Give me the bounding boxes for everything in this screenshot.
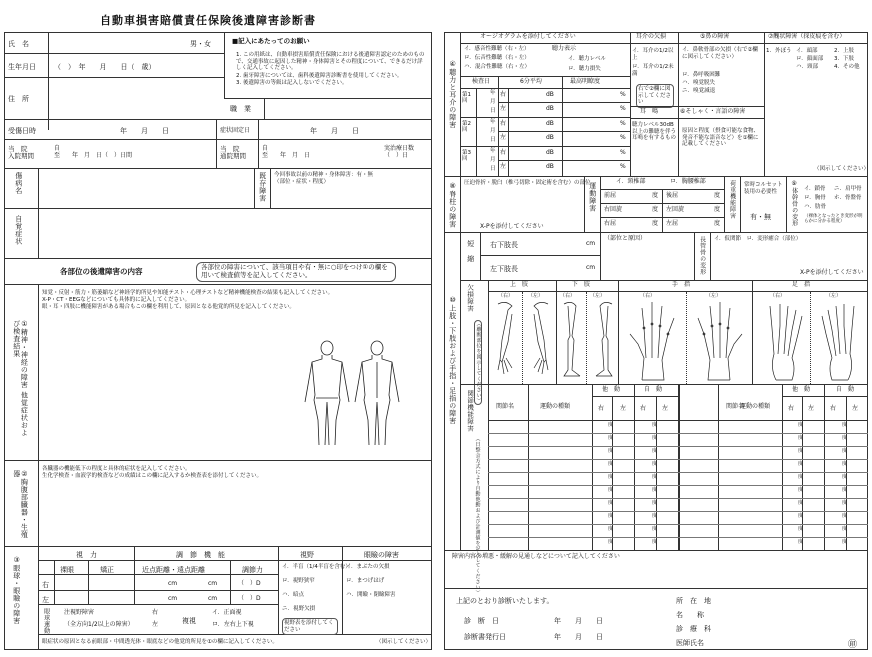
left-near-cm[interactable]: cm	[168, 595, 178, 602]
job-label: 職 業	[230, 105, 251, 113]
passive-header-1: 他 動	[602, 386, 621, 393]
sec9-item-3[interactable]: ハ．肋骨	[804, 204, 827, 210]
joint-row-4-deg-3[interactable]: 度	[842, 474, 848, 480]
right-leg-length-cm[interactable]: cm	[586, 240, 596, 247]
subjective-label: 自覚症状	[14, 215, 23, 245]
joint-row-8-deg-3[interactable]: 度	[842, 526, 848, 532]
left-bend-deg[interactable]: 度	[714, 220, 721, 227]
issue-date-label: 診断書発行日	[464, 633, 506, 641]
active-right-1: 右	[640, 405, 647, 412]
sec9-item-4[interactable]: ニ．肩甲骨	[834, 186, 862, 192]
joint-row-8-deg-2[interactable]: 度	[798, 526, 804, 532]
joint-row-7-deg-3[interactable]: 度	[842, 513, 848, 519]
joint-row-5-deg-0[interactable]: 度	[608, 487, 614, 493]
left-rotation-deg[interactable]: 度	[714, 206, 721, 213]
scar-item-1[interactable]: 1．外ぼう	[766, 48, 792, 54]
gaze-right[interactable]: 右	[152, 609, 159, 616]
hearing-round-1-ear-0: 右	[500, 91, 507, 98]
nose-label: ⑤鼻の障害	[700, 33, 730, 40]
hearing-round-3-pct-0[interactable]: %	[620, 149, 626, 156]
hearing-display-item-1[interactable]: イ．聴力レベル	[568, 56, 607, 62]
joint-row-7-deg-1[interactable]: 度	[652, 513, 658, 519]
vf-item-1[interactable]: イ．半盲（1/4半盲を含む）	[282, 564, 351, 570]
corrected-label: 矯正	[100, 566, 114, 574]
scar-item-3[interactable]: ロ．顔面部	[796, 56, 824, 62]
hearing-round-3-date-1[interactable]: 月	[490, 157, 496, 163]
limb-paren-3-0: （右）	[770, 293, 786, 299]
seal-mark: ㊞	[848, 640, 858, 650]
hearing-round-2-ear-1: 左	[500, 134, 507, 141]
right-rotation-label: 右回旋	[604, 206, 623, 213]
near-far-label: 近点距離・遠点距離	[142, 566, 205, 574]
joint-row-6-deg-3[interactable]: 度	[842, 500, 848, 506]
scar-item-5[interactable]: 2．上肢	[834, 48, 854, 54]
hearing-round-3-date-0[interactable]: 年	[490, 148, 496, 154]
passive-left-2: 左	[808, 405, 815, 412]
eyelid-item-3[interactable]: ハ．開瞼・閉瞼障害	[346, 592, 396, 598]
address-field[interactable]	[50, 80, 222, 116]
hand-left-icon	[690, 298, 748, 382]
outpatient-label: 当 院 通院期間	[220, 145, 246, 161]
sec2-label: ②胸腹部臓器・生殖器	[12, 470, 29, 539]
symptom-fixed-field[interactable]: 年 月 日	[310, 127, 359, 135]
accommodation-power-label: 調節力	[242, 566, 263, 574]
joint-row-6-deg-0[interactable]: 度	[608, 500, 614, 506]
long-bone-label: 長管骨の変形	[698, 236, 706, 275]
hearing-round-3-ear-1: 左	[500, 163, 507, 170]
injury-date-field[interactable]: 年 月 日	[120, 127, 169, 135]
toe-label: 足 指	[792, 281, 811, 288]
sections-note: 各部位の障害について、該当項目や有・無に○印をつけ①の欄を用いて検査値等を記入してください。	[196, 262, 396, 282]
lower-limb-label: 下 肢	[572, 281, 591, 288]
passive-right-1: 右	[598, 405, 605, 412]
eye-movement-label: 眼球運動	[42, 608, 50, 634]
joint-row-2-deg-1[interactable]: 度	[652, 448, 658, 454]
previous-disorder-label: 既存障害	[258, 172, 267, 202]
sec9-item-5[interactable]: ホ．骨盤骨	[834, 195, 862, 201]
long-bone-xp-note: X-Pを添付してください	[800, 269, 864, 276]
birth-label: 生年月日	[8, 63, 36, 71]
upper-limb-left-icon	[526, 300, 554, 380]
joint-row-2-deg-3[interactable]: 度	[842, 448, 848, 454]
department-label: 診 療 科	[676, 625, 711, 633]
right-rotation-deg[interactable]: 度	[652, 206, 659, 213]
active-left-1: 左	[662, 405, 669, 412]
hearing-round-label-2: 第2回	[462, 121, 471, 134]
sec2-text-2: 生化学検査・血液学的検査などの成績はこの欄に記入するか検査表を添付してください。	[42, 473, 263, 479]
load-label: 荷重機能障害	[728, 180, 736, 219]
sec10-label: ⑩上肢・下肢および手指・足指の障害	[448, 296, 457, 425]
hearing-round-1-ear-1: 左	[500, 105, 507, 112]
joint-row-9-deg-2[interactable]: 度	[798, 539, 804, 545]
sec8-label: ⑧脊柱の障害	[448, 182, 457, 228]
diplopia-item-1[interactable]: イ．正面視	[212, 609, 242, 616]
tinnitus-text[interactable]: 聴力レベル30dB以上の難聴を伴う耳鳴を有するもの	[632, 122, 677, 142]
nose-item-2[interactable]: ロ．鼻呼吸困難	[682, 72, 721, 78]
nose-item-3[interactable]: ハ．嗅覚脱失	[682, 80, 716, 86]
joint-row-1-deg-0[interactable]: 度	[608, 435, 614, 441]
eye-attach-note: （図示してください）	[376, 639, 432, 645]
spine-text[interactable]: 圧迫骨折・脱臼（椎弓切除・固定術を含む）の部位	[464, 180, 591, 186]
symptom-fixed-label: 症状固定日	[220, 127, 251, 134]
right-far-cm[interactable]: cm	[208, 580, 218, 587]
sections-title: 各部位の後遺障害の内容	[60, 267, 143, 276]
joint-row-6-deg-2[interactable]: 度	[798, 500, 804, 506]
hearing-round-3-ear-0: 右	[500, 149, 507, 156]
joint-row-3-deg-0[interactable]: 度	[608, 461, 614, 467]
shortening-label: 短縮	[466, 240, 475, 270]
joint-row-3-deg-2[interactable]: 度	[798, 461, 804, 467]
joint-row-8-deg-0[interactable]: 度	[608, 526, 614, 532]
hearing-item-3[interactable]: ハ．混合性難聴（右・左）	[464, 64, 531, 70]
hearing-round-2-date-0[interactable]: 年	[490, 119, 496, 125]
load-text: 常時コルセット装用の必要性	[744, 182, 783, 195]
joint-note: （日整会方式により自動他動および計測値を記入してください）	[474, 436, 481, 596]
diplopia-label: 複視	[182, 617, 196, 625]
accommodation-label: 調 節 機 能	[176, 551, 225, 559]
vf-attach-note: 視野表を添付してください	[282, 618, 338, 635]
scar-note: （図示してください）	[814, 166, 870, 172]
corset-yes-no[interactable]: 有・無	[750, 213, 771, 221]
hearing-round-2-pct-1[interactable]: %	[620, 134, 626, 141]
joint-row-4-deg-0[interactable]: 度	[608, 474, 614, 480]
hearing-round-label-1: 第1回	[462, 92, 471, 105]
left-leg-length-cm[interactable]: cm	[586, 264, 596, 271]
scar-item-7[interactable]: 4．その他	[834, 64, 860, 70]
certify-text: 上記のとおり診断いたします。	[456, 597, 554, 605]
joint-row-1-deg-2[interactable]: 度	[798, 435, 804, 441]
max-clarity-label: 最高明瞭度	[570, 78, 601, 85]
joint-label: 関節機能障害	[466, 390, 475, 432]
limb-paren-2-0: （右）	[640, 293, 656, 299]
nose-item-4[interactable]: ニ．嗅覚減退	[682, 88, 716, 94]
right-bend-deg[interactable]: 度	[652, 220, 659, 227]
joint-row-9-deg-0[interactable]: 度	[608, 539, 614, 545]
visual-field-label: 視野	[300, 551, 314, 559]
vf-item-3[interactable]: ハ．暗点	[282, 592, 305, 598]
hearing-item-2[interactable]: ロ．伝音性難聴（右・左）	[464, 55, 530, 61]
auricle-item-2[interactable]: ロ．耳介の1/2未満	[632, 64, 674, 77]
left-far-cm[interactable]: cm	[208, 595, 218, 602]
hearing-round-1-date-2[interactable]: 日	[490, 108, 496, 114]
active-right-2: 右	[830, 405, 837, 412]
nose-item-1[interactable]: イ．鼻軟骨部の欠損（右で②欄に図示してください）	[682, 47, 758, 60]
joint-row-5-deg-2[interactable]: 度	[798, 487, 804, 493]
right-eye-label: 右	[42, 581, 49, 589]
injury-date-label: 受傷日時	[8, 127, 36, 135]
hearing-round-3-date-2[interactable]: 日	[490, 166, 496, 172]
diag-date-field[interactable]: 年 月 日	[554, 617, 603, 625]
progress-field[interactable]	[448, 564, 864, 586]
sec1-text-3: 眼・耳・四肢に機能障害がある場合もこの欄を利用して、原因となる他覚的所見を記入してください。	[42, 304, 295, 310]
right-page	[440, 0, 872, 657]
joint-row-0-deg-0[interactable]: 度	[608, 422, 614, 428]
left-leg-length-label: 左下肢長	[490, 265, 518, 273]
hearing-round-3-db-0[interactable]: dB	[546, 149, 554, 156]
auricle-note: 右で②欄に図示してください	[636, 84, 674, 108]
scar-item-6[interactable]: 3．下肢	[834, 56, 854, 62]
joint-row-3-deg-3[interactable]: 度	[842, 461, 848, 467]
false-joint-items[interactable]: イ．仮関節 ロ．変形癒合（部位）	[714, 236, 802, 242]
joint-row-7-deg-2[interactable]: 度	[798, 513, 804, 519]
joint-row-6-deg-1[interactable]: 度	[652, 500, 658, 506]
hearing-round-2-ear-0: 右	[500, 120, 507, 127]
hearing-item-1[interactable]: イ．感音性難聴（右・左）	[464, 46, 530, 52]
diagnosis-field[interactable]	[40, 171, 250, 207]
vision-label: 視 力	[76, 551, 97, 559]
instruction-3: 3. 後遺障害の等級は記入しないでください。	[236, 80, 348, 86]
tinnitus-label: 耳 鳴	[640, 108, 659, 115]
body-front-figure	[302, 340, 352, 450]
joint-row-2-deg-2[interactable]: 度	[798, 448, 804, 454]
extension-label: 後屈	[666, 192, 679, 199]
hearing-display-label: 聴力表示	[552, 45, 577, 52]
joint-row-9-deg-3[interactable]: 度	[842, 539, 848, 545]
passive-right-2: 右	[788, 405, 795, 412]
vf-item-4[interactable]: ニ．視野欠損	[282, 606, 316, 612]
foot-left-icon	[818, 298, 862, 382]
eyelid-item-2[interactable]: ロ．まつげはげ	[346, 578, 385, 584]
auricle-item-1[interactable]: イ．耳介の1/2以上	[632, 48, 674, 61]
passive-header-2: 他 動	[792, 386, 811, 393]
motion-type-header-1: 運動の種類	[540, 403, 571, 410]
spine-xp-note: X-Pを添付してください	[480, 223, 544, 230]
passive-left-1: 左	[620, 405, 627, 412]
extension-deg[interactable]: 度	[714, 192, 721, 199]
address-label: 住 所	[8, 95, 29, 103]
hospital-name-label: 名 称	[676, 611, 704, 619]
sec9-item-2[interactable]: ロ．胸骨	[804, 195, 826, 201]
sec4-label: ④聴力と耳介の障害	[448, 60, 457, 129]
hearing-round-1-date-1[interactable]: 月	[490, 99, 496, 105]
joint-row-0-deg-2[interactable]: 度	[798, 422, 804, 428]
name-label: 氏 名	[8, 40, 29, 48]
audiogram-title: オージオグラムを添付してください	[480, 33, 576, 40]
active-header-2: 自 動	[836, 386, 855, 393]
doctor-label: 医師氏名	[676, 639, 704, 647]
naked-eye-label: 裸眼	[60, 566, 74, 574]
test-date-label: 検査日	[472, 78, 491, 85]
right-leg-length-label: 右下肢長	[490, 241, 518, 249]
six-avg-label: 6分平均	[520, 78, 542, 85]
hospital-period-label: 当 院 入院期間	[8, 145, 34, 161]
left-eye-label: 左	[42, 596, 49, 604]
joint-row-1-deg-1[interactable]: 度	[652, 435, 658, 441]
joint-row-0-deg-1[interactable]: 度	[652, 422, 658, 428]
limb-paren-0-0: （右）	[498, 293, 514, 299]
upper-limb-label: 上 肢	[510, 281, 529, 288]
scar-item-2[interactable]: イ．頭部	[796, 48, 818, 54]
sec9-item-1[interactable]: イ．鎖骨	[804, 186, 826, 192]
instruction-2: 2. 歯牙障害については、歯科後遺障害診断書を使用してください。	[236, 73, 403, 79]
joint-row-5-deg-1[interactable]: 度	[652, 487, 658, 493]
form-title: 自動車損害賠償責任保険後遺障害診断書	[100, 14, 316, 27]
left-power-d[interactable]: （ ）D	[238, 595, 261, 602]
hospital-period-field[interactable]: 自 至 年 月 日（ ）日間	[54, 145, 133, 159]
limb-paren-1-0: （右）	[560, 293, 576, 299]
hearing-round-2-db-1[interactable]: dB	[546, 134, 554, 141]
hearing-round-1-date-0[interactable]: 年	[490, 90, 496, 96]
joint-row-1-deg-3[interactable]: 度	[842, 435, 848, 441]
gender-select[interactable]: 男・女	[190, 40, 211, 48]
joint-row-7-deg-0[interactable]: 度	[608, 513, 614, 519]
name-field[interactable]	[50, 34, 178, 52]
vf-item-2[interactable]: ロ．視野狭窄	[282, 578, 315, 584]
eye-footer-note: 眼症状の原因となる前眼部・中間透光体・眼底などの他覚的所見を①の欄に記入してください。	[42, 639, 278, 645]
left-bend-label: 左屈	[666, 220, 679, 227]
joint-row-2-deg-0[interactable]: 度	[608, 448, 614, 454]
hearing-round-2-date-1[interactable]: 月	[490, 128, 496, 134]
flexion-label: 前屈	[604, 192, 617, 199]
sec9-label: ⑨体幹骨の変形	[790, 180, 798, 227]
hearing-round-3-db-1[interactable]: dB	[546, 163, 554, 170]
upper-limb-right-icon	[492, 300, 520, 380]
neck-label[interactable]: イ．頸椎部	[616, 178, 646, 185]
mastication-label: ⑥そしゃく・言語の障害	[680, 108, 746, 115]
sec1-text-1: 知覚・反射・筋力・筋萎縮など神経学的所見や知能テスト・心理テストなど精神機能検査の結果も記入してください。	[42, 290, 334, 296]
hearing-round-1-pct-0[interactable]: %	[620, 91, 626, 98]
body-back-figure	[352, 340, 402, 450]
scar-label: ⑦醜状障害（採皮痕を含む）	[768, 33, 846, 40]
gaze-left[interactable]: 左	[152, 621, 159, 628]
issue-date-field[interactable]: 年 月 日	[554, 633, 603, 641]
joint-row-8-deg-1[interactable]: 度	[652, 526, 658, 532]
left-rotation-label: 左回旋	[666, 206, 685, 213]
limb-paren-0-1: （左）	[528, 293, 544, 299]
scar-item-4[interactable]: ハ．頸部	[796, 64, 819, 70]
hand-right-icon	[624, 298, 682, 382]
hearing-round-1-db-0[interactable]: dB	[546, 91, 554, 98]
chest-lumbar-label[interactable]: ロ．胸腰椎部	[670, 178, 706, 185]
limb-paren-1-1: （左）	[590, 293, 606, 299]
birth-field[interactable]: （ ） 年 月 日（ 歳）	[54, 63, 156, 71]
diag-date-label: 診 断 日	[464, 617, 499, 625]
diagnosis-label: 傷病名	[14, 172, 23, 195]
previous-disorder-text[interactable]: 今回事故以前の精神・身体障害：有・無 （部位・症状・程度）	[274, 172, 374, 185]
joint-row-4-deg-2[interactable]: 度	[798, 474, 804, 480]
joint-row-9-deg-1[interactable]: 度	[652, 539, 658, 545]
missing-note: （離断部位を図示してください）	[475, 321, 482, 404]
instructions-title: ■記入にあたってのお願い	[232, 37, 310, 45]
joint-row-0-deg-3[interactable]: 度	[842, 422, 848, 428]
eyelid-label: 眼瞼の障害	[364, 551, 399, 559]
limb-paren-3-1: （左）	[826, 293, 842, 299]
sec3-label: ③眼球・眼瞼の障害	[12, 556, 21, 625]
hearing-round-1-pct-1[interactable]: %	[620, 105, 626, 112]
joint-name-header-1: 関節名	[496, 403, 515, 410]
outpatient-field[interactable]: 自 至 年 月 日	[262, 145, 311, 159]
foot-right-icon	[762, 298, 806, 382]
joint-name-header-2: 関節名	[726, 403, 745, 410]
gaze-label[interactable]: 注視野障害	[64, 609, 95, 616]
site-cause-label: （部位と原因）	[604, 235, 647, 242]
active-header-1: 自 動	[644, 386, 663, 393]
right-bend-label: 右屈	[604, 220, 617, 227]
mastication-text[interactable]: 原因と程度（摂食可能な食物、発音不能な語音など）を①欄に記載してください	[682, 128, 760, 148]
sec2-text-1: 各臓器の機能低下の程度と具体的症状を記入してください。	[42, 466, 191, 472]
sec9-note: （裸体となったとき変形が明らかに分かる程度）	[804, 214, 863, 225]
instruction-1: 1. この用紙は、自動車損害賠償責任保険における後遺障害認定のためのもので、交通事故に起因した精神・身体障害とその程度について、できるだけ詳しく記入してください。	[236, 52, 425, 72]
finger-label: 手 指	[672, 281, 691, 288]
lower-limb-left-icon	[590, 300, 616, 380]
active-left-2: 左	[852, 405, 859, 412]
hearing-round-2-pct-0[interactable]: %	[620, 120, 626, 127]
spine-motion-label: 運動障害	[588, 182, 597, 212]
progress-label: 障害内容の増悪・緩解の見通しなどについて記入してください	[452, 553, 620, 560]
lower-limb-right-icon	[560, 300, 586, 380]
missing-label: 欠損障害	[466, 284, 475, 312]
joint-row-3-deg-1[interactable]: 度	[652, 461, 658, 467]
joint-row-5-deg-3[interactable]: 度	[842, 487, 848, 493]
hearing-round-3-pct-1[interactable]: %	[620, 163, 626, 170]
limb-paren-2-1: （左）	[706, 293, 722, 299]
hearing-round-label-3: 第3回	[462, 150, 471, 163]
hearing-round-1-db-1[interactable]: dB	[546, 105, 554, 112]
location-label: 所 在 地	[676, 597, 711, 605]
sec1-label: ①精神・神経の障害 他覚症状および検査結果	[12, 320, 29, 437]
hearing-round-2-date-2[interactable]: 日	[490, 137, 496, 143]
actual-days-field[interactable]: 実治療日数 （ ）日	[384, 145, 415, 159]
sec1-text-2: X-P・CT・EEGなどについても具体的に記入してください。	[42, 297, 191, 303]
right-near-cm[interactable]: cm	[168, 580, 178, 587]
eyelid-item-1[interactable]: イ．まぶたの欠損	[346, 564, 390, 570]
hearing-round-2-db-0[interactable]: dB	[546, 120, 554, 127]
subjective-field[interactable]	[40, 211, 430, 257]
gaze-note: （全方向1/2以上の障害）	[64, 621, 134, 628]
flexion-deg[interactable]: 度	[652, 192, 659, 199]
hearing-display-item-2[interactable]: ロ．聴力損失	[568, 66, 601, 72]
joint-row-4-deg-1[interactable]: 度	[652, 474, 658, 480]
right-power-d[interactable]: （ ）D	[238, 580, 261, 587]
auricle-label: 耳介の欠損	[636, 33, 667, 40]
motion-type-header-2b: 運動の種類	[740, 403, 771, 410]
diplopia-item-2[interactable]: ロ．左右上下視	[212, 621, 254, 628]
